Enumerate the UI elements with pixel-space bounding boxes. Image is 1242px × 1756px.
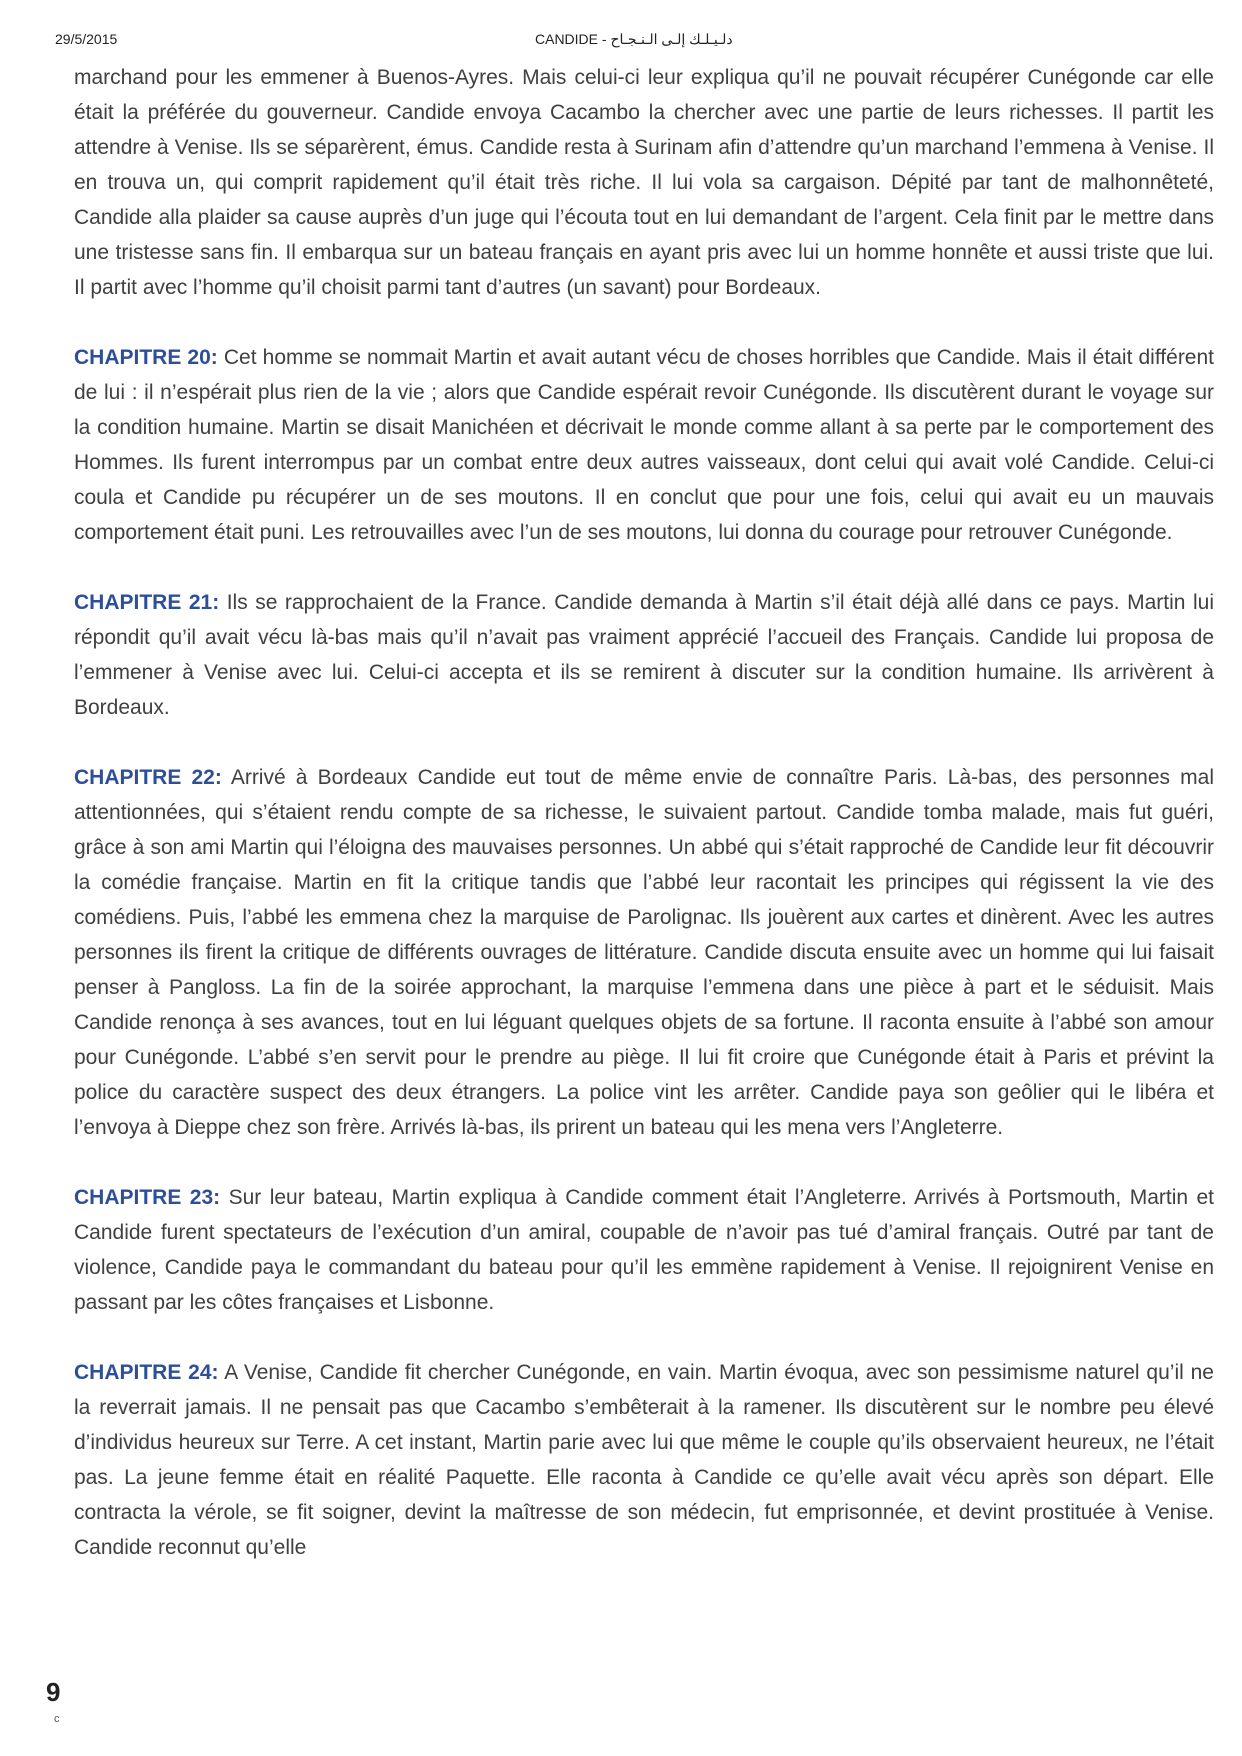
chapter-text: Sur leur bateau, Martin expliqua à Candide comment était l’Angleterre. Arrivés à Portsmouth, Martin et Candide furent spectateurs de l’exécution d’un amiral, coupable de n’avoir pas tué d’amiral français. Outré par tant de violence, Candide paya le commandant du bateau pour qu’il les emmène rapidement à Venise. Il rejoignirent Venise en passant par les côtes françaises et Lisbonne. [74, 1186, 1215, 1314]
page-header [0, 31, 1242, 51]
intro-paragraph: marchand pour les emmener à Buenos-Ayres. Mais celui-ci leur expliqua qu’il ne pouvait récupérer Cunégonde car elle était la préférée du gouverneur. Candide envoya Cacambo la chercher avec une partie de leurs richesses. Il partit les attendre à Venise. Ils se séparèrent, émus. Candide resta à Surinam afin d’attendre qu’un marchand l’emmena à Venise. Il en trouva un, qui comprit rapidement qu’il était très riche. Il lui vola sa cargaison. Dépité par tant de malhonnêteté, Candide alla plaider sa cause auprès d’un juge qui l’écouta tout en lui demandant de l’argent. Cela finit par le mettre dans une tristesse sans fin. Il embarqua sur un bateau français en ayant pris avec lui un homme honnête et aussi triste que lui. Il partit avec l’homme qu’il choisit parmi tant d’autres (un savant) pour Bordeaux. [74, 66, 1214, 299]
chapter-text: Arrivé à Bordeaux Candide eut tout de même envie de connaître Paris. Là-bas, des personnes mal attentionnées, qui s’étaient rendu compte de sa richesse, le suivaient partout. Candide tomba malade, mais fut guéri, grâce à son ami Martin qui l’éloigna des mauvaises personnes. Un abbé qui s’était rapproché de Candide leur fit découvrir la comédie française. Martin en fit la critique tandis que l’abbé leur racontait les principes qui régissent la vie des comédiens. Puis, l’abbé les emmena chez la marquise de Parolignac. Ils jouèrent aux cartes et dinèrent. Avec les autres personnes ils firent la critique de différents ouvrages de littérature. Candide discuta ensuite avec un homme qui lui faisait penser à Pangloss. La fin de la soirée approchant, la marquise l’emmena dans une pièce à part et le séduisit. Mais Candide renonça à ses avances, tout en lui léguant quelques objets de sa fortune. Il raconta ensuite à l’abbé son amour pour Cunégonde. L’abbé s’en servit pour le prendre au piège. Il lui fit croire que Cunégonde était à Paris et prévint la police du caractère suspect des deux étrangers. La police vint les arrêter. Candide paya son geôlier qui le libéra et l’envoya à Dieppe chez son frère. Arrivés là-bas, ils prirent un bateau qui les mena vers l’Angleterre. [74, 766, 1214, 1139]
chapter-heading: CHAPITRE 21: [74, 591, 220, 614]
chapter-heading: CHAPITRE 23: [74, 1186, 221, 1209]
chapter-22-paragraph [74, 760, 1214, 1145]
chapter-text: Ils se rapprochaient de la France. Candide demanda à Martin s’il était déjà allé dans ce pays. Martin lui répondit qu’il avait vécu là-bas mais qu’il n’avait pas vraiment apprécié l’accueil des Français. Candide lui proposa de l’emmener à Venise avec lui. Celui-ci accepta et ils se remirent à discuter sur la condition humaine. Ils arrivèrent à Bordeaux. [74, 591, 1214, 719]
page-number: 9 [46, 1677, 61, 1707]
page-mark: c [54, 1713, 60, 1725]
chapter-heading: CHAPITRE 20: [74, 346, 218, 369]
header-date: 29/5/2015 [55, 31, 118, 47]
header-title: CANDIDE - دلـيـلـك إلـى الـنـجـاح [535, 31, 733, 47]
chapter-text: Cet homme se nommait Martin et avait autant vécu de choses horribles que Candide. Mais il était différent de lui : il n’espérait plus rien de la vie ; alors que Candide espérait revoir Cunégonde. Ils discutèrent durant le voyage sur la condition humaine. Martin se disait Manichéen et décrivait le monde comme allant à sa perte par le comportement des Hommes. Ils furent interrompus par un combat entre deux autres vaisseaux, dont celui qui avait volé Candide. Celui-ci coula et Candide pu récupérer un de ses moutons. Il en conclut que pour une fois, celui qui avait eu un mauvais comportement était puni. Les retrouvailles avec l’un de ses moutons, lui donna du courage pour retrouver Cunégonde. [74, 346, 1214, 544]
chapter-21-paragraph [74, 585, 1214, 725]
chapter-text: A Venise, Candide fit chercher Cunégonde, en vain. Martin évoqua, avec son pessimisme naturel qu’il ne la reverrait jamais. Il ne pensait pas que Cacambo s’embêterait à la ramener. Ils discutèrent sur le nombre peu élevé d’individus heureux sur Terre. A cet instant, Martin parie avec lui que même le couple qu’ils observaient heureux, ne l’était pas. La jeune femme était en réalité Paquette. Elle raconta à Candide ce qu’elle avait vécu après son départ. Elle contracta la vérole, se fit soigner, devint la maîtresse de son médecin, fut emprisonnée, et devint prostituée à Venise. Candide reconnut qu’elle [74, 1361, 1214, 1559]
chapter-heading: CHAPITRE 24: [74, 1361, 219, 1384]
document-body [74, 60, 1214, 1565]
chapter-heading: CHAPITRE 22: [74, 766, 222, 789]
chapter-23-paragraph [74, 1180, 1214, 1320]
chapter-24-paragraph [74, 1355, 1214, 1565]
chapter-20-paragraph [74, 340, 1214, 550]
